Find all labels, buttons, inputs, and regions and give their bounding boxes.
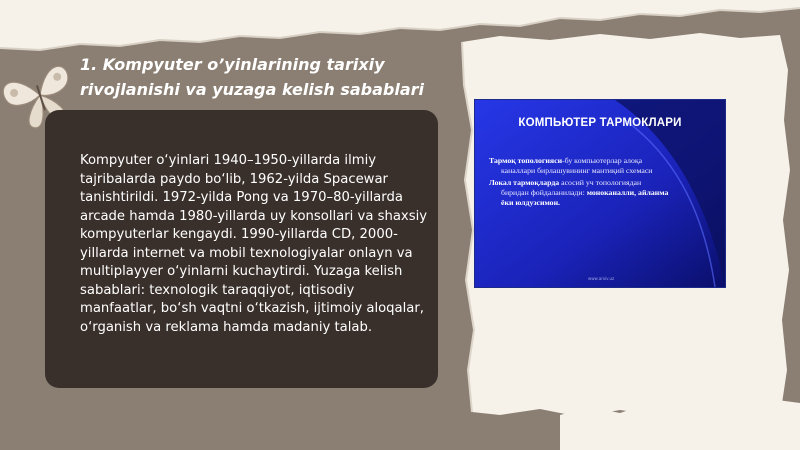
slide-title: 1. Kompyuter o’yinlarining tarixiy rivojlanishi va yuzaga kelish sabablari <box>80 55 425 99</box>
embedded-slide-line-5: ёки юлдузсимон. <box>501 198 561 207</box>
slide-body-text: Kompyuter o‘yinlari 1940–1950-yillarda ilmiy tajribalarda paydo bo‘lib, 1962-yilda Spacewar tanishtirildi. 1972-yilda Pong va 1970–80-yillarda arcade hamda 1980-yillarda uy konsollari va shaxsiy kompyuterlar kengaydi. 1990-yillarda CD, 2000-yillarda internet va mobil texnologiyalar onlayn va multiplayyer o‘yinlarni kuchaytirdi. Yuzaga kelish sabablari: texnologik taraqqiyot, iqtisodiy manfaatlar, bo‘sh vaqtni o‘tkazish, ijtimoiy aloqalar, o‘rganish va reklama hamda madaniy talab. <box>80 153 428 335</box>
embedded-slide-footer: www.arxiv.uz <box>588 276 615 281</box>
embedded-slide-line-2: каналлари бирлашувининг мантиқий схемаси <box>501 166 653 175</box>
embedded-slide-line-3: Локал тармоқларда асосий уч топологиядан <box>489 178 642 187</box>
torn-paper-bottom <box>560 395 800 450</box>
embedded-slide-title: КОМПЬЮТЕР ТАРМОКЛАРИ <box>518 117 682 129</box>
embedded-slide-image <box>474 99 726 288</box>
embedded-slide-line-1: Тармоқ топологияси-бу компьютерлар алоқа <box>489 156 643 165</box>
embedded-slide-line-4: биридан фойдаланилади: моноканалли, айланма <box>501 188 669 197</box>
